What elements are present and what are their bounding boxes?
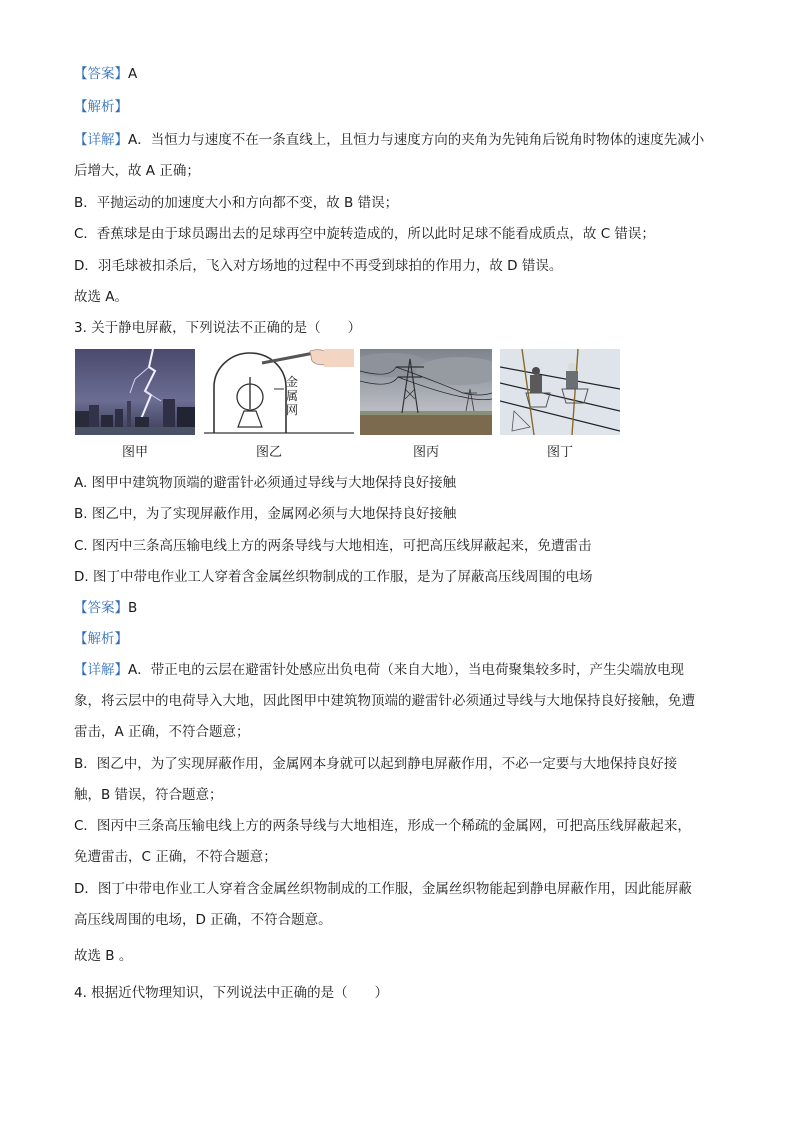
analysis-tag: 【解析】 — [74, 99, 128, 115]
detail-continuation: 后增大，故 A 正确； — [74, 163, 200, 179]
detail-a1: A．带正电的云层在避雷针处感应出负电荷（来自大地），当电荷聚集较多时，产生尖端放电现 — [128, 662, 684, 678]
figure-caption-4: 图丁 — [546, 445, 573, 460]
detail-a2: 象，将云层中的电荷导入大地，因此图甲中建筑物顶端的避雷针必须通过导线与大地保持良好接触，免遭 — [74, 693, 695, 709]
detail-tag: 【详解】 — [74, 132, 128, 148]
answer-value: A — [128, 66, 138, 82]
lightning-photo-icon — [75, 349, 195, 435]
answer-line-q3 — [74, 598, 137, 618]
detail-b1: B．图乙中，为了实现屏蔽作用，金属网本身就可以起到静电屏蔽作用，不必一定要与大地保持良好接 — [74, 756, 678, 772]
figure-metal-mesh — [204, 349, 354, 437]
figure-power-towers — [360, 349, 492, 435]
detail-line-q3 — [74, 660, 684, 680]
analysis-tag-q3: 【解析】 — [74, 631, 128, 647]
conclusion-q3: 故选 B 。 — [74, 948, 133, 964]
detail-c1: C．图丙中三条高压输电线上方的两条导线与大地相连，形成一个稀疏的金属网，可把高压线屏蔽起来， — [74, 818, 691, 834]
detail-a3: 雷击，A 正确，不符合题意； — [74, 724, 250, 740]
figure-lightning — [75, 349, 195, 435]
detail-c2: 免遭雷击，C 正确，不符合题意； — [74, 849, 277, 865]
option-c: C. 图丙中三条高压输电线上方的两条导线与大地相连，可把高压线屏蔽起来，免遭雷击 — [74, 538, 592, 554]
option-d: D. 图丁中带电作业工人穿着含金属丝织物制成的工作服，是为了屏蔽高压线周围的电场 — [74, 569, 593, 585]
mesh-label-char-1: 金 — [286, 375, 299, 389]
figure-caption-2: 图乙 — [255, 445, 282, 460]
mesh-label-char-2: 属 — [286, 389, 299, 403]
detail-d2: 高压线周围的电场，D 正确，不符合题意。 — [74, 912, 332, 928]
answer-line — [74, 64, 137, 84]
detail-d1: D．图丁中带电作业工人穿着含金属丝织物制成的工作服，金属丝织物能起到静电屏蔽作用，因此能屏蔽 — [74, 881, 692, 897]
answer-value-q3: B — [128, 600, 138, 616]
figure-caption-3: 图丙 — [412, 445, 439, 460]
detail-tag-q3: 【详解】 — [74, 662, 128, 678]
figure-live-line-workers — [500, 349, 620, 435]
option-a: A. 图甲中建筑物顶端的避雷针必须通过导线与大地保持良好接触 — [74, 475, 457, 491]
explanation-c: C．香蕉球是由于球员踢出去的足球再空中旋转造成的，所以此时足球不能看成质点，故 C 错误； — [74, 226, 655, 242]
question-3: 3. 关于静电屏蔽，下列说法不正确的是（ ） — [74, 320, 362, 336]
detail-text: A．当恒力与速度不在一条直线上，且恒力与速度方向的夹角为先钝角后锐角时物体的速度先减小 — [128, 132, 705, 148]
detail-b2: 触，B 错误，符合题意； — [74, 787, 223, 803]
detail-line — [74, 130, 704, 150]
explanation-d: D．羽毛球被扣杀后，飞入对方场地的过程中不再受到球拍的作用力，故 D 错误。 — [74, 258, 563, 274]
conclusion: 故选 A。 — [74, 289, 129, 305]
option-b: B. 图乙中，为了实现屏蔽作用，金属网必须与大地保持良好接触 — [74, 506, 457, 522]
mesh-label-char-3: 网 — [286, 403, 299, 417]
question-4: 4. 根据近代物理知识，下列说法中正确的是（ ） — [74, 985, 389, 1001]
electroscope-diagram-icon — [204, 349, 354, 437]
metal-mesh-label — [286, 375, 300, 417]
answer-tag-q3: 【答案】 — [74, 600, 128, 616]
workers-photo-icon — [500, 349, 620, 435]
answer-tag: 【答案】 — [74, 66, 128, 82]
figure-caption-1: 图甲 — [121, 445, 148, 460]
transmission-tower-photo-icon — [360, 349, 492, 435]
explanation-b: B．平抛运动的加速度大小和方向都不变，故 B 错误； — [74, 195, 399, 211]
